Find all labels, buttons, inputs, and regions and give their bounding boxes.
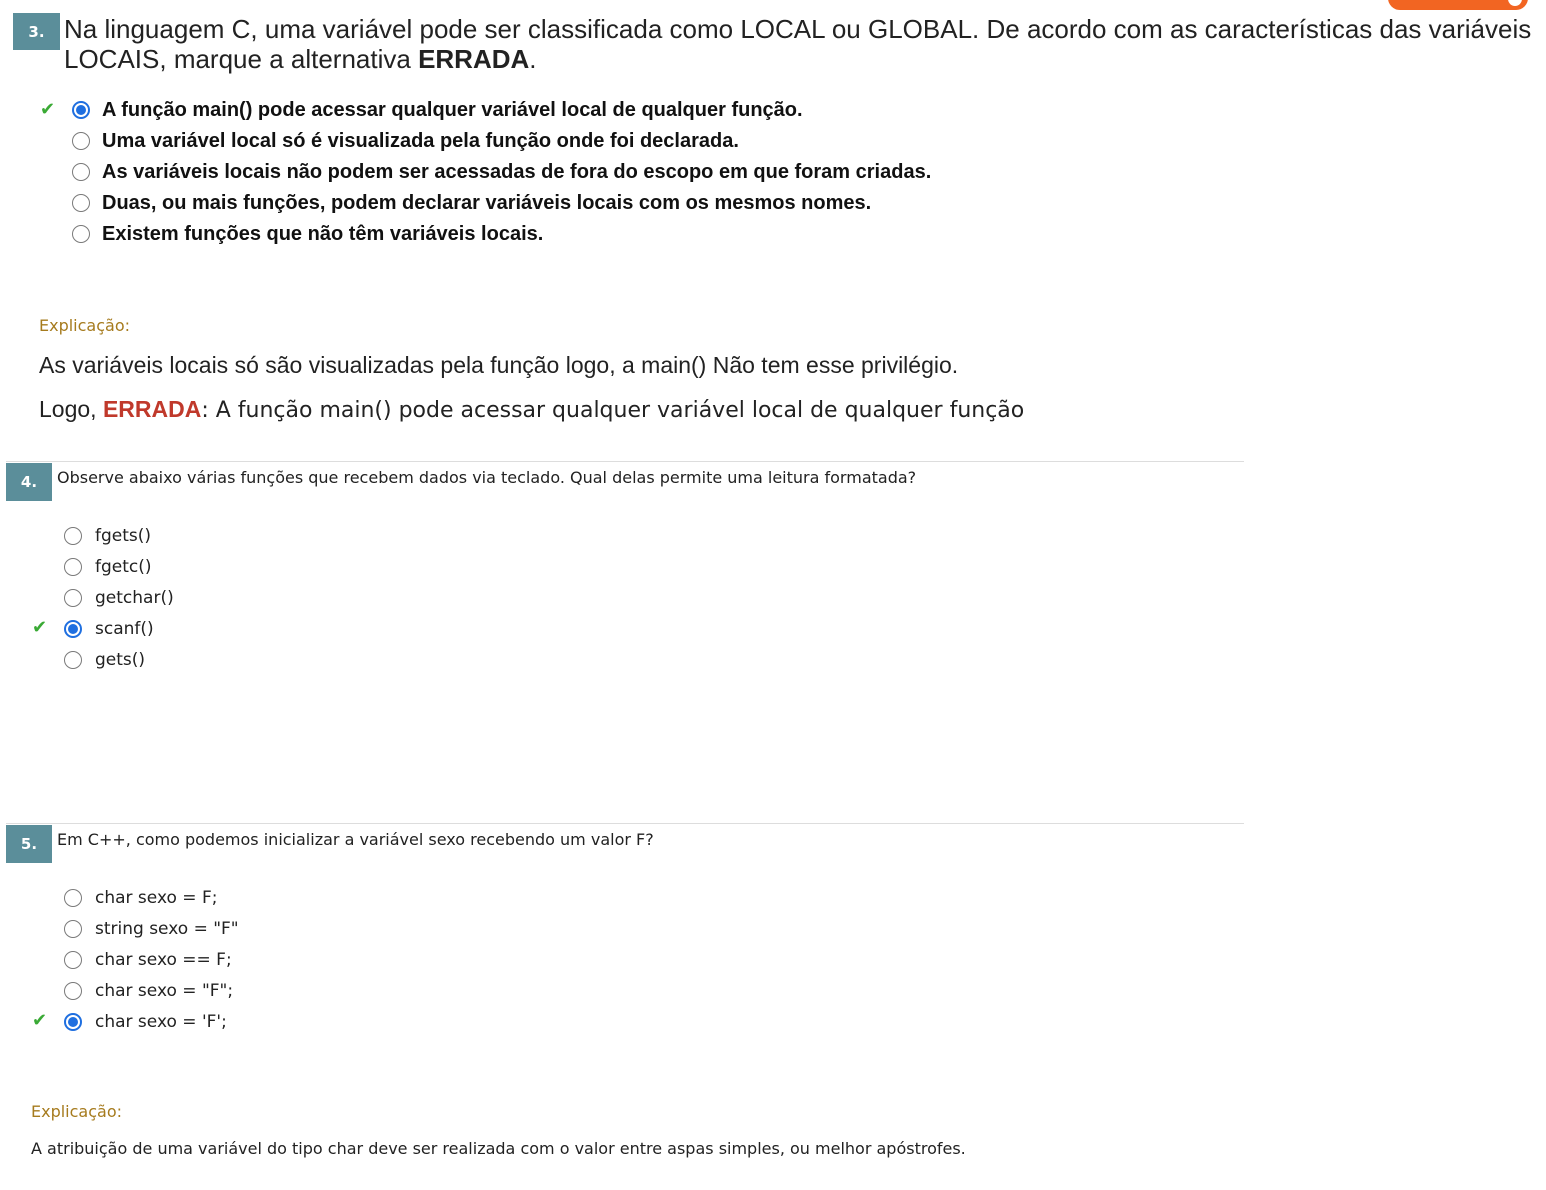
q5-option-4[interactable]: [64, 978, 233, 1004]
radio-button[interactable]: [72, 101, 90, 119]
radio-button[interactable]: [72, 132, 90, 150]
q5-option-5[interactable]: [64, 1009, 227, 1035]
radio-button[interactable]: [64, 951, 82, 969]
radio-button[interactable]: [64, 620, 82, 638]
q3-option-4[interactable]: [72, 190, 871, 216]
question-4-text: Observe abaixo várias funções que recebem dados via teclado. Qual delas permite uma leitura formatada?: [57, 468, 917, 487]
q5-explanation-text: A atribuição de uma variável do tipo char deve ser realizada com o valor entre aspas simples, ou melhor apóstrofes.: [31, 1139, 966, 1158]
q4-option-1[interactable]: [64, 523, 151, 549]
question-number-3: 3.: [13, 13, 60, 50]
q3-option-5[interactable]: [72, 221, 543, 247]
q5-option-label: char sexo == F;: [95, 950, 232, 970]
q3-option-label: Duas, ou mais funções, podem declarar variáveis locais com os mesmos nomes.: [102, 191, 872, 214]
radio-button[interactable]: [64, 889, 82, 907]
orange-header-button[interactable]: [1388, 0, 1528, 10]
q3-option-3[interactable]: [72, 159, 931, 185]
checkmark-icon: ✔: [32, 617, 48, 638]
question-number-4: 4.: [6, 463, 52, 501]
radio-button[interactable]: [72, 163, 90, 181]
q3-option-label: A função main() pode acessar qualquer variável local de qualquer função.: [102, 98, 803, 121]
radio-button[interactable]: [64, 558, 82, 576]
q4-option-label: gets(): [95, 650, 146, 670]
checkmark-icon: ✔: [32, 1010, 48, 1031]
q4-option-3[interactable]: [64, 585, 174, 611]
q3-option-1[interactable]: [72, 97, 803, 123]
radio-button[interactable]: [72, 225, 90, 243]
q3-option-label: As variáveis locais não podem ser acessadas de fora do escopo em que foram criadas.: [102, 160, 932, 183]
question-4-divider: [6, 461, 1244, 462]
q4-option-label: fgets(): [95, 526, 152, 546]
q5-option-label: char sexo = F;: [95, 888, 218, 908]
q5-option-2[interactable]: [64, 916, 239, 942]
q5-option-1[interactable]: [64, 885, 217, 911]
radio-button[interactable]: [64, 920, 82, 938]
errada-highlight: ERRADA: [102, 396, 202, 422]
q3-option-label: Uma variável local só é visualizada pela função onde foi declarada.: [102, 129, 739, 152]
q3-explanation-line-1: As variáveis locais só são visualizadas pela função logo, a main() Não tem esse privilégio.: [39, 352, 959, 378]
q3-explanation-label: Explicação:: [39, 316, 131, 335]
radio-button[interactable]: [64, 527, 82, 545]
q4-option-4[interactable]: [64, 616, 154, 642]
question-3-text-bold: ERRADA: [418, 44, 530, 74]
question-number-5: 5.: [6, 825, 52, 863]
question-3-text-main: Na linguagem C, uma variável pode ser classificada como LOCAL ou GLOBAL. De acordo com as características das variáveis LOCAIS, marque a alternativa: [64, 14, 1532, 74]
q5-option-label: char sexo = "F";: [95, 981, 234, 1001]
q3-explanation-line-2: [39, 396, 1024, 423]
radio-button[interactable]: [64, 589, 82, 607]
q3-option-label: Existem funções que não têm variáveis locais.: [102, 222, 544, 245]
q4-option-2[interactable]: [64, 554, 152, 580]
q4-option-5[interactable]: [64, 647, 145, 673]
q3-option-2[interactable]: [72, 128, 739, 154]
q4-option-label: scanf(): [95, 619, 154, 639]
q5-option-label: string sexo = "F": [95, 919, 239, 939]
q4-option-label: getchar(): [95, 588, 174, 608]
question-5-divider: [6, 823, 1244, 824]
checkmark-icon: ✔: [40, 99, 56, 120]
q4-option-label: fgetc(): [95, 557, 152, 577]
q3-explanation-prefix: Logo,: [39, 396, 103, 422]
question-5-text: Em C++, como podemos inicializar a variável sexo recebendo um valor F?: [57, 830, 654, 849]
radio-button[interactable]: [64, 1013, 82, 1031]
question-3-text-end: .: [529, 44, 537, 74]
q5-option-label: char sexo = 'F';: [95, 1012, 227, 1032]
q5-explanation-label: Explicação:: [31, 1102, 123, 1121]
radio-button[interactable]: [72, 194, 90, 212]
q5-option-3[interactable]: [64, 947, 232, 973]
radio-button[interactable]: [64, 982, 82, 1000]
q3-explanation-rest: : A função main() pode acessar qualquer variável local de qualquer função: [201, 398, 1025, 423]
radio-button[interactable]: [64, 651, 82, 669]
question-3-text: [64, 14, 1534, 74]
